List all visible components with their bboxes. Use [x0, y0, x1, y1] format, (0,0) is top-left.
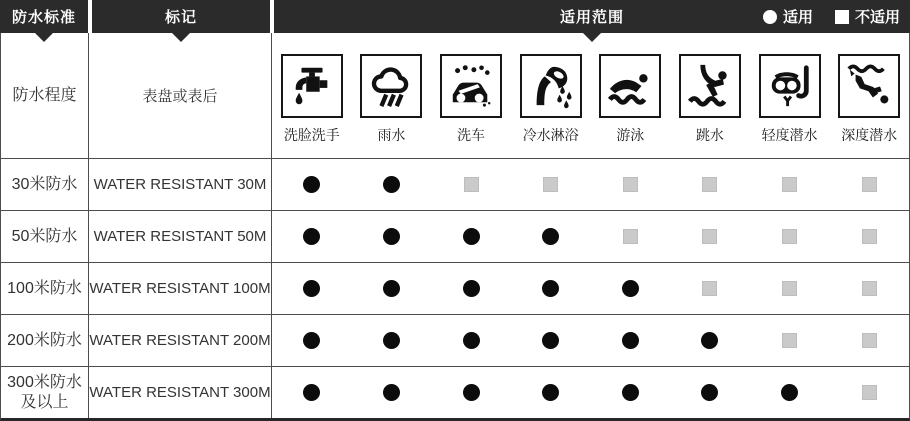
applicability-mark	[542, 228, 559, 245]
applicability-mark	[862, 281, 877, 296]
degree-header-cell: 防水程度	[1, 33, 89, 158]
table-row	[1, 158, 909, 210]
applicability-cell	[431, 315, 511, 366]
applicability-cell	[829, 367, 909, 418]
header-standard	[0, 0, 88, 33]
activity-label: 轻度潜水	[761, 127, 818, 143]
applicability-mark	[701, 332, 718, 349]
applicability-cells	[272, 367, 909, 418]
marking-cell: WATER RESISTANT 30M	[89, 159, 272, 210]
activity-wash-face-hands	[272, 33, 352, 158]
applicability-cell	[352, 211, 432, 262]
table-row	[1, 366, 909, 418]
applicability-cell	[591, 315, 671, 366]
applicability-mark	[702, 177, 717, 192]
applicability-cell	[431, 211, 511, 262]
applicability-mark	[303, 176, 320, 193]
swimming-icon	[599, 54, 661, 118]
table-row	[1, 262, 909, 314]
table-header	[0, 0, 910, 33]
activity-deep-diving	[829, 33, 909, 158]
applicability-cell	[670, 263, 750, 314]
applicability-cell	[352, 159, 432, 210]
activity-label: 游泳	[616, 127, 645, 143]
applicability-cell	[670, 159, 750, 210]
applicability-mark	[862, 333, 877, 348]
applicability-mark	[383, 228, 400, 245]
header-standard-label: 防水标准	[11, 9, 76, 26]
applicability-mark	[862, 385, 877, 400]
applicability-mark	[782, 229, 797, 244]
applicability-cell	[750, 263, 830, 314]
applicability-cell	[272, 159, 352, 210]
applicability-mark	[463, 228, 480, 245]
applicability-cell	[670, 315, 750, 366]
activity-label: 洗脸洗手	[283, 127, 340, 143]
applicability-mark	[383, 332, 400, 349]
applicability-cell	[591, 367, 671, 418]
applicability-mark	[542, 280, 559, 297]
marking-cell: WATER RESISTANT 200M	[89, 315, 272, 366]
applicable-circle-icon	[763, 10, 777, 24]
applicability-mark	[782, 177, 797, 192]
applicability-cells	[272, 263, 909, 314]
activity-light-diving	[750, 33, 830, 158]
applicability-cell	[352, 315, 432, 366]
standard-cell: 30米防水	[1, 159, 89, 210]
applicability-mark	[542, 384, 559, 401]
applicability-cell	[352, 367, 432, 418]
legend-applicable-label: 适用	[782, 9, 813, 26]
applicability-cell	[431, 263, 511, 314]
activity-swimming	[591, 33, 671, 158]
applicability-mark	[622, 332, 639, 349]
applicability-mark	[303, 384, 320, 401]
applicability-mark	[463, 280, 480, 297]
applicability-mark	[464, 177, 479, 192]
standard-cell: 200米防水	[1, 315, 89, 366]
table-row	[1, 314, 909, 366]
activity-rain	[352, 33, 432, 158]
applicability-mark	[463, 332, 480, 349]
applicability-cell	[829, 315, 909, 366]
not-applicable-square-icon	[835, 10, 849, 24]
snorkel-mask-icon	[759, 54, 821, 118]
standard-cell: 300米防水及以上	[1, 367, 89, 418]
applicability-mark	[463, 384, 480, 401]
applicability-mark	[623, 177, 638, 192]
activities-row	[1, 33, 909, 158]
applicability-cell	[431, 159, 511, 210]
applicability-cell	[591, 263, 671, 314]
applicability-mark	[303, 228, 320, 245]
applicability-mark	[862, 177, 877, 192]
activity-label: 跳水	[695, 127, 724, 143]
header-marking-label: 标记	[164, 9, 197, 26]
table-body	[0, 33, 910, 421]
applicability-mark	[622, 280, 639, 297]
applicability-cell	[272, 367, 352, 418]
dive-jump-icon	[679, 54, 741, 118]
applicability-cell	[431, 367, 511, 418]
shower-icon	[520, 54, 582, 118]
applicability-mark	[383, 280, 400, 297]
applicability-mark	[542, 332, 559, 349]
rain-cloud-icon	[360, 54, 422, 118]
applicability-cell	[511, 367, 591, 418]
standard-cell: 100米防水	[1, 263, 89, 314]
activity-label: 冷水淋浴	[522, 127, 579, 143]
applicability-mark	[383, 384, 400, 401]
faucet-icon	[281, 54, 343, 118]
applicability-mark	[303, 332, 320, 349]
legend-not-applicable-label: 不适用	[854, 9, 900, 26]
applicability-mark	[862, 229, 877, 244]
applicability-cell	[750, 159, 830, 210]
applicability-cells	[272, 211, 909, 262]
applicability-mark	[622, 384, 639, 401]
applicability-mark	[303, 280, 320, 297]
activity-diving-jump	[670, 33, 750, 158]
applicability-cell	[272, 315, 352, 366]
applicability-cell	[591, 159, 671, 210]
scuba-diver-icon	[838, 54, 900, 118]
applicability-mark	[782, 333, 797, 348]
applicability-cell	[670, 211, 750, 262]
applicability-cell	[511, 263, 591, 314]
marking-cell: WATER RESISTANT 300M	[89, 367, 272, 418]
activity-car-wash	[431, 33, 511, 158]
applicability-cells	[272, 315, 909, 366]
car-wash-icon	[440, 54, 502, 118]
activity-label: 雨水	[377, 127, 406, 143]
applicability-cells	[272, 159, 909, 210]
applicability-cell	[829, 159, 909, 210]
applicability-cell	[829, 211, 909, 262]
legend	[763, 0, 900, 33]
activity-columns	[272, 33, 909, 158]
applicability-cell	[750, 367, 830, 418]
applicability-mark	[782, 281, 797, 296]
applicability-mark	[383, 176, 400, 193]
applicability-cell	[352, 263, 432, 314]
activity-cold-shower	[511, 33, 591, 158]
applicability-cell	[511, 159, 591, 210]
header-marking	[92, 0, 270, 33]
applicability-cell	[591, 211, 671, 262]
table-row	[1, 210, 909, 262]
marking-cell: WATER RESISTANT 50M	[89, 211, 272, 262]
applicability-cell	[272, 211, 352, 262]
applicability-cell	[511, 211, 591, 262]
activity-label: 深度潜水	[841, 127, 898, 143]
applicability-cell	[670, 367, 750, 418]
applicability-mark	[702, 281, 717, 296]
marking-cell: WATER RESISTANT 100M	[89, 263, 272, 314]
applicability-cell	[829, 263, 909, 314]
position-header-cell: 表盘或表后	[89, 33, 272, 158]
applicability-cell	[272, 263, 352, 314]
applicability-mark	[702, 229, 717, 244]
activity-label: 洗车	[457, 127, 486, 143]
header-scope	[274, 0, 910, 33]
standard-cell: 50米防水	[1, 211, 89, 262]
applicability-mark	[623, 229, 638, 244]
applicability-mark	[543, 177, 558, 192]
applicability-cell	[750, 211, 830, 262]
header-scope-label: 适用范围	[559, 9, 624, 26]
applicability-mark	[701, 384, 718, 401]
applicability-cell	[750, 315, 830, 366]
applicability-mark	[781, 384, 798, 401]
applicability-cell	[511, 315, 591, 366]
